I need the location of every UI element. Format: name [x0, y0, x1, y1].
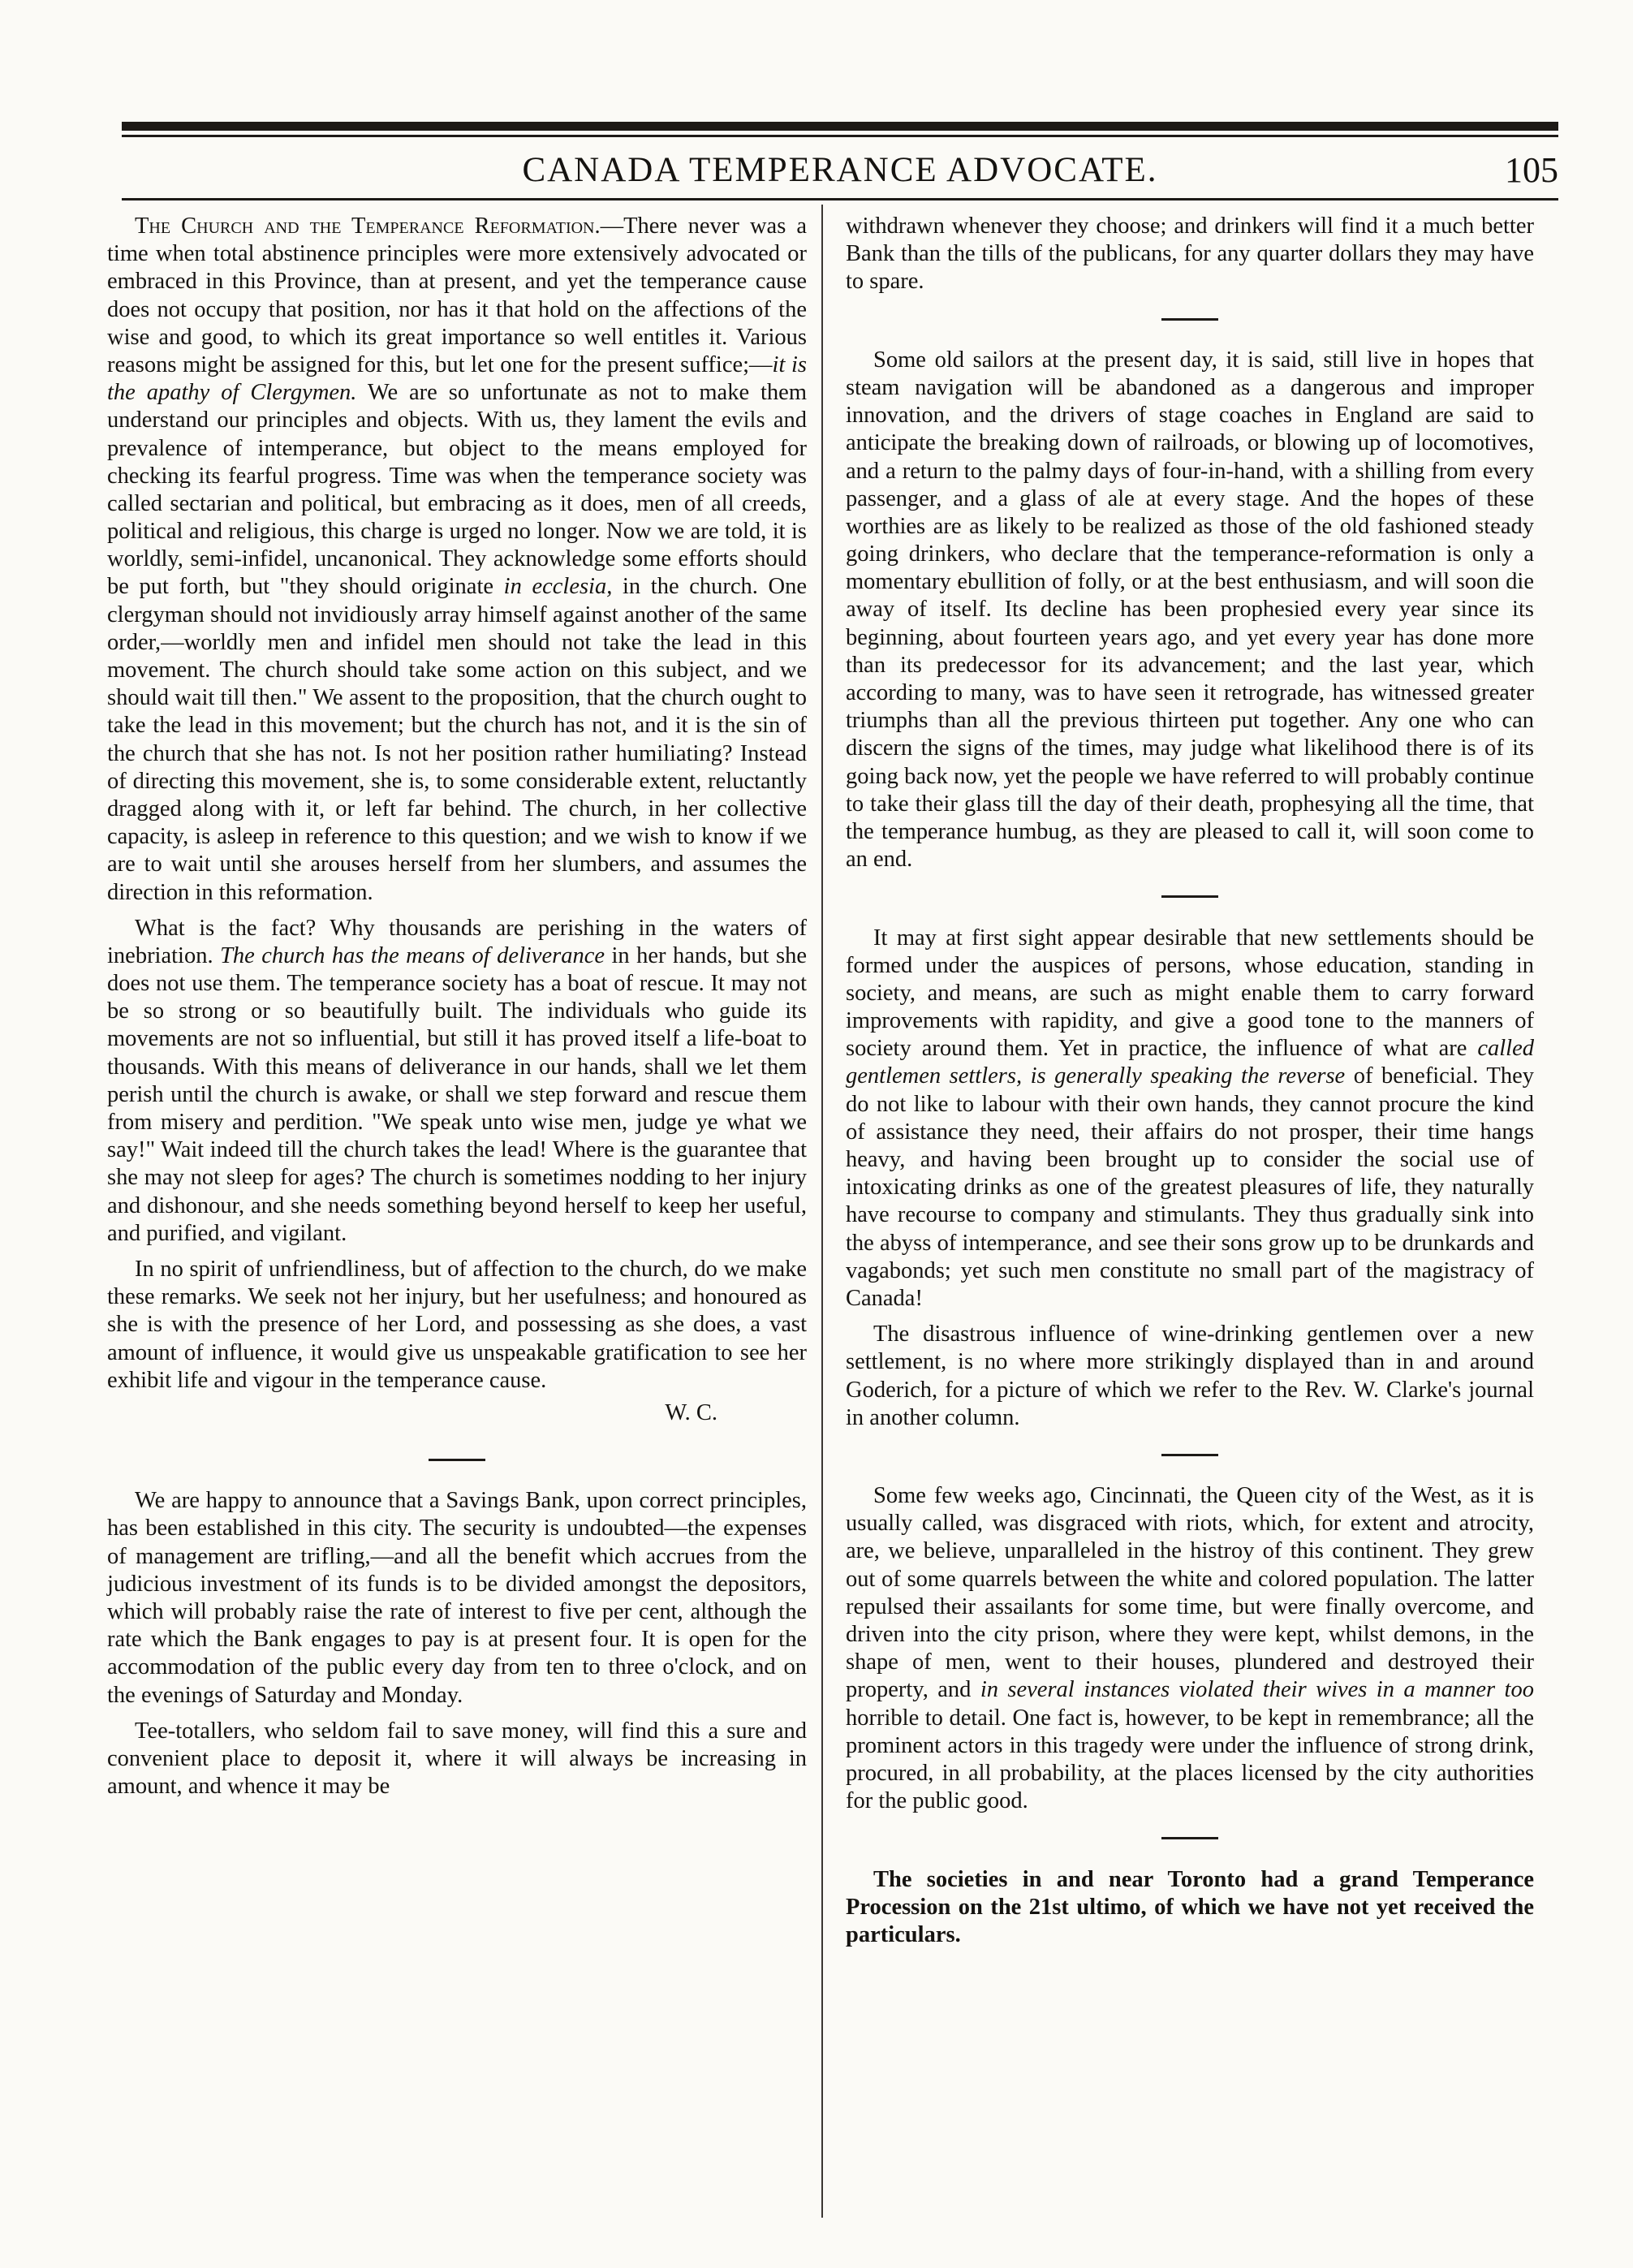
sailors-article: Some old sailors at the present day, it is said, still live in hopes that steam navigation will be abandoned as a dangerous and improper innovation, and the drivers of stage coaches in England are said to anticipate the breaking down of railroads, or blowing up of locomotives, and a return to the palmy days of four-in-hand, with a shilling from every passenger, and a glass of ale at every stage. And the hopes of these worthies are as likely to be realized as those of the old fashioned steady going drinkers, who declare that the temperance-reformation is only a momentary ebullition of folly, or at the best enthusiasm, and will soon die away of itself. Its decline has been prophesied every year since its beginning, about fourteen years ago, and yet every year has done more than its predecessor for its advancement; and the last year, which according to many, was to have seen it retrograde, has witnessed greater triumphs than all the previous thirteen put together. Any one who can discern the signs of the times, may judge what likelihood there is of its going back now, yet the people we have referred to will probably continue to take their glass till the day of their death, prophesying all the time, that the temperance humbug, as they are pleased to call it, will soon come to an end.	[846, 347, 1534, 873]
bank-article-continued: withdrawn whenever they choose; and drinkers will find it a much better Bank than the tills of the publicans, for any quarter dollars they may have to spare.	[846, 213, 1534, 295]
top-thin-rule	[122, 135, 1558, 137]
top-rules	[122, 122, 1558, 137]
cincinnati-text-a: Some few weeks ago, Cincinnati, the Queen city of the West, as it is usually called, was disgraced with riots, which, for extent and atrocity, are, we believe, unparalleled in the histroy of this continent. They grew out of some quarrels between the white and colored population. The latter repulsed their assailants for some time, but were finally overcome, and driven into the city prison, where they were kept, whilst demons, in the shape of men, went to their houses, plundered and destroyed their property, and	[846, 1483, 1534, 1703]
church-p2-text-a: What is the fact? Why thousands are perishing in the waters of inebriation.	[107, 915, 807, 968]
header-rule	[122, 198, 1558, 200]
page-number: 105	[1505, 150, 1558, 190]
column-divider	[821, 205, 823, 2218]
church-p2-text-b: in her hands, but she does not use them. The temperance society has a boat of rescue. It may not be so strong or so beautifully built. The individuals who guide its movements are not so influential, but still it has proved itself a life-boat to thousands. With this means of deliverance in our hands, shall we let them perish until the church is awake, or shall we step forward and rescue them from misery and perdition. "We speak unto wise men, judge ye what we say!" Wait indeed till the church takes the lead! Where is the guarantee that she may not sleep for ages? The church is sometimes nodding to her injury and dishonour, and she needs something beyond herself to keep her useful, and purified, and vigilant.	[107, 942, 807, 1246]
left-column	[107, 213, 807, 1809]
church-article-para-1	[107, 213, 807, 907]
right-column	[846, 213, 1534, 1957]
church-p1-italic-b: in ecclesia,	[503, 574, 613, 600]
section-separator	[846, 882, 1534, 909]
section-separator	[846, 1823, 1534, 1851]
church-article-para-2	[107, 915, 807, 1248]
church-p1-text-c: in the church. One clergyman should not invidiously array himself against another of the same order,—worldly men and infidel men should not take the lead in this movement. The church should take some action on this subject, and we should wait till then." We assent to the proposition, that the church ought to take the lead in this movement; but the church has not, and it is the sin of the church that she has not. Is not her position rather humiliating? Instead of directing this movement, she is, to some considerable extent, reluctantly dragged along with it, or left far behind. The church, in her collective capacity, is asleep in reference to this question; and we wish to know if we are to wait until she arouses herself from her slumbers, and assumes the direction in this reformation.	[107, 574, 807, 905]
church-p2-italic: The church has the means of deliverance	[220, 942, 605, 968]
section-separator	[107, 1445, 807, 1472]
church-article-para-3: In no spirit of unfriendliness, but of affection to the church, do we make these remarks. We seek not her injury, but her usefulness; and honoured as she is with the presence of her Lord, and possessing as she does, a vast amount of influence, it would give us unspeakable gratification to see her exhibit life and vigour in the temperance cause.	[107, 1256, 807, 1393]
settlements-p1-italic: called gentlemen settlers, is generally speaking the reverse	[846, 1036, 1534, 1089]
settlements-p1-text-b: of beneficial. They do not like to labour with their own hands, they cannot procure the kind of assistance they need, their affairs do not prosper, their time hangs heavy, and having been brought up to consider the social use of intoxicating drinks as one of the greatest pleasures of life, they naturally have recourse to company and stimulants. They thus gradually sink into the abyss of intemperance, and see their sons grow up to be drunkards and vagabonds; yet such men constitute no small part of the magistracy of Canada!	[846, 1063, 1534, 1311]
page-header	[122, 146, 1558, 195]
masthead-title: CANADA TEMPERANCE ADVOCATE.	[522, 151, 1158, 189]
section-separator	[846, 1440, 1534, 1468]
settlements-p1-text-a: It may at first sight appear desirable that new settlements should be formed under the auspices of persons, whose education, standing in society, and means, are such as might enable them to carry forward improvements with rapidity, and give a good tone to the manners of society around them. Yet in practice, the influence of what are	[846, 925, 1534, 1062]
cincinnati-italic: in several instances violated their wives in a manner too	[980, 1677, 1534, 1703]
section-separator	[846, 304, 1534, 332]
settlements-article-para-1	[846, 925, 1534, 1313]
article-signature: W. C.	[665, 1399, 717, 1425]
bank-article-para-1: We are happy to announce that a Savings Bank, upon correct principles, has been established in this city. The security is undoubted—the expenses of management are trifling,—and all the benefit which accrues from the judicious investment of its funds is to be divided amongst the depositors, which will probably raise the rate of interest to five per cent, although the rate which the Bank engages to pay is at present four. It is open for the accommodation of the public every day from ten to three o'clock, and on the evenings of Saturday and Monday.	[107, 1488, 807, 1708]
settlements-article-para-2: The disastrous influence of wine-drinking gentlemen over a new settlement, is no where more strikingly displayed than in and around Goderich, for a picture of which we refer to the Rev. W. Clarke's journal in another column.	[846, 1322, 1534, 1430]
church-p1-text-a: There never was a time when total abstinence principles were more extensively advocated or embraced in this Province, than at present, and yet the temperance cause does not occupy that position, nor has it that hold on the affections of the wise and good, to which its great importance so well entitles it. Various reasons might be assigned for this, but let one for the present suffice;—	[107, 213, 808, 377]
cincinnati-article	[846, 1482, 1534, 1815]
church-p1-text-b: We are so unfortunate as not to make them understand our principles and objects. With us, they lament the evils and prevalence of intemperance, but object to the means employed for checking its fearful progress. Time was when the temperance society was called sectarian and political, but embracing as it does, men of all creeds, political and religious, this charge is urged no longer. Now we are told, it is worldly, semi-infidel, uncanonical. They acknowledge some efforts should be put forth, but "they should originate	[107, 380, 808, 600]
toronto-article: The societies in and near Toronto had a grand Temperance Procession on the 21st ultimo, of which we have not yet received the particulars.	[846, 1866, 1534, 1947]
bank-article-para-2: Tee-totallers, who seldom fail to save money, will find this a sure and convenient place to deposit it, where it will always be increasing in amount, and whence it may be	[107, 1718, 807, 1800]
top-thick-rule	[122, 122, 1558, 131]
church-article-heading: The Church and the Temperance Reformation.—	[135, 213, 624, 239]
church-p1-italic-a: it is the apathy of Clergymen.	[107, 351, 807, 406]
cincinnati-text-b: horrible to detail. One fact is, however, to be kept in remembrance; all the prominent actors in this tragedy were under the influence of strong drink, procured, in all probability, at the places licensed by the city authorities for the public good.	[846, 1705, 1534, 1814]
